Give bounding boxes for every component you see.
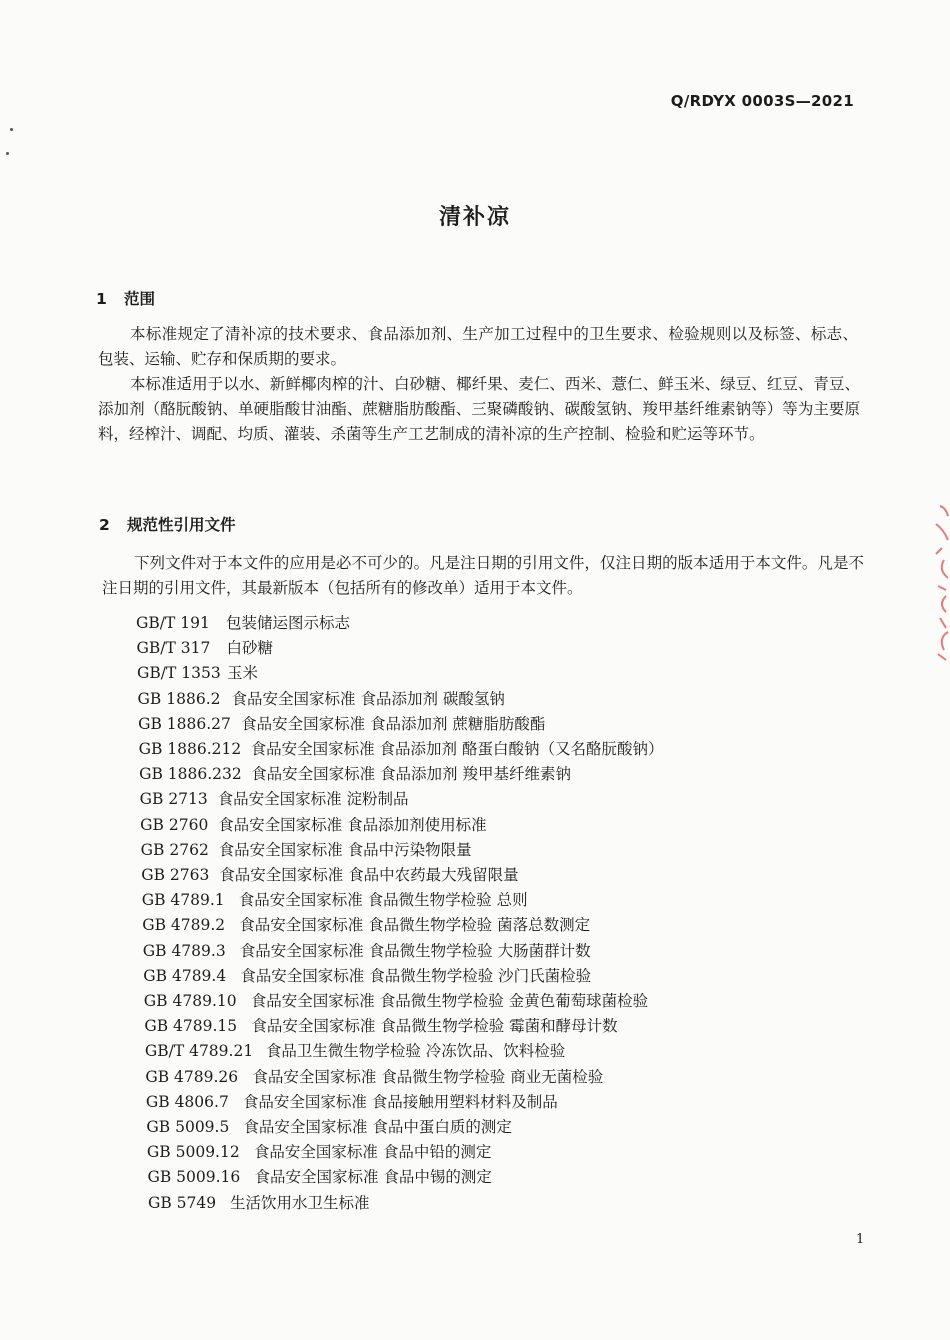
reference-code: GB 2713 xyxy=(139,790,208,809)
reference-code: GB 1886.27 xyxy=(138,714,231,733)
reference-item xyxy=(143,964,591,986)
reference-code: GB 4789.1 xyxy=(141,891,225,910)
reference-item xyxy=(143,939,591,961)
reference-title: 食品安全国家标准 食品添加剂 蔗糖脂肪酸酯 xyxy=(241,714,546,733)
reference-item xyxy=(144,989,648,1011)
reference-item xyxy=(142,888,528,910)
scan-speck xyxy=(6,152,9,155)
reference-title: 食品安全国家标准 食品中锡的测定 xyxy=(254,1168,492,1187)
reference-item xyxy=(137,636,274,658)
reference-item xyxy=(140,787,409,809)
reference-title: 食品安全国家标准 食品微生物学检验 金黄色葡萄球菌检验 xyxy=(250,992,649,1010)
reference-code: GB 2762 xyxy=(140,840,209,859)
reference-item xyxy=(137,661,258,683)
reference-title: 食品安全国家标准 食品添加剂 碳酸氢钠 xyxy=(231,689,505,708)
section-1-paragraph-1: 本标准规定了清补凉的技术要求、食品添加剂、生产加工过程中的卫生要求、检验规则以及标签、标志、包装、运输、贮存和保质期的要求。 xyxy=(98,325,858,368)
reference-code: GB 5009.16 xyxy=(147,1168,241,1187)
reference-item xyxy=(146,1090,558,1112)
section-2-number: 2 xyxy=(99,516,110,534)
reference-title: 食品安全国家标准 食品中农药最大残留限量 xyxy=(219,866,519,884)
reference-title: 食品安全国家标准 食品中污染物限量 xyxy=(218,840,472,859)
reference-code: GB 1886.232 xyxy=(139,765,242,784)
reference-code: GB 4789.4 xyxy=(143,966,227,985)
document-title: 清补凉 xyxy=(438,205,511,230)
reference-code: GB 5009.12 xyxy=(146,1143,240,1162)
reference-item xyxy=(145,1065,603,1087)
reference-item xyxy=(147,1140,491,1162)
reference-title: 包装储运图示标志 xyxy=(226,614,351,632)
reference-item xyxy=(146,1115,511,1137)
reference-item xyxy=(148,1191,370,1213)
standard-code: Q/RDYX 0003S—2021 xyxy=(670,92,854,110)
scan-speck xyxy=(10,128,13,131)
reference-title: 食品卫生微生物学检验 冷冻饮品、饮料检验 xyxy=(265,1042,566,1061)
section-1-title: 范围 xyxy=(124,290,156,308)
section-2-title: 规范性引用文件 xyxy=(127,516,236,534)
reference-title: 食品安全国家标准 食品微生物学检验 霉菌和酵母计数 xyxy=(251,1017,618,1036)
reference-title: 食品安全国家标准 食品微生物学检验 菌落总数测定 xyxy=(239,916,591,935)
reference-code: GB/T 1353 xyxy=(137,664,221,683)
reference-code: GB 5009.5 xyxy=(146,1118,230,1136)
reference-code: GB/T 191 xyxy=(136,614,210,632)
reference-item xyxy=(138,712,545,734)
section-2-intro: 下列文件对于本文件的应用是必不可少的。凡是注日期的引用文件，仅注日期的版本适用于本文件。凡是不注日期的引用文件，其最新版本（包括所有的修改单）适用于本文件。 xyxy=(102,554,864,597)
section-1-heading xyxy=(96,287,155,309)
reference-item xyxy=(142,913,590,935)
reference-title: 食品安全国家标准 食品微生物学检验 大肠菌群计数 xyxy=(239,941,591,960)
reference-code: GB 4789.26 xyxy=(145,1067,239,1086)
reference-title: 食品安全国家标准 食品中铅的测定 xyxy=(253,1143,492,1162)
reference-code: GB 1886.2 xyxy=(137,689,221,708)
reference-title: 食品安全国家标准 食品添加剂 酪蛋白酸钠（又名酪朊酸钠） xyxy=(250,740,664,758)
reference-code: GB 1886.212 xyxy=(138,740,242,758)
reference-code: GB 4806.7 xyxy=(145,1092,229,1111)
reference-code: GB/T 4789.21 xyxy=(144,1042,254,1061)
stamp-mark xyxy=(926,500,950,670)
reference-title: 食品安全国家标准 食品微生物学检验 沙门氏菌检验 xyxy=(240,966,592,985)
reference-item xyxy=(136,611,350,633)
reference-code: GB 4789.15 xyxy=(144,1017,238,1036)
reference-code: GB 2760 xyxy=(140,815,209,834)
section-1-paragraph-2: 本标准适用于以水、新鲜椰肉榨的汁、白砂糖、椰纤果、麦仁、西米、薏仁、鲜玉米、绿豆、红豆、青豆、添加剂（酪朊酸钠、单硬脂酸甘油酯、蔗糖脂肪酸酯、三聚磷酸钠、碳酸氢钠、羧甲基纤维素钠等）等为主要原料，经榨汁、调配、均质、灌装、杀菌等生产工艺制成的清补凉的生产控制、检验和贮运等环节。 xyxy=(98,375,860,443)
reference-item xyxy=(147,1165,491,1187)
reference-item xyxy=(144,1014,617,1036)
reference-title: 食品安全国家标准 食品添加剂 羧甲基纤维素钠 xyxy=(251,765,571,784)
reference-code: GB 4789.2 xyxy=(142,916,226,935)
reference-title: 食品安全国家标准 食品添加剂使用标准 xyxy=(218,815,487,834)
reference-title: 白砂糖 xyxy=(226,639,274,658)
reference-item xyxy=(141,863,518,885)
reference-item xyxy=(140,813,486,835)
reference-title: 食品安全国家标准 淀粉制品 xyxy=(217,790,409,809)
page-number: 1 xyxy=(856,1232,865,1247)
reference-title: 食品安全国家标准 食品微生物学检验 商业无菌检验 xyxy=(252,1067,604,1086)
reference-title: 食品安全国家标准 食品中蛋白质的测定 xyxy=(243,1118,512,1136)
reference-item xyxy=(145,1039,565,1061)
reference-item xyxy=(139,762,571,784)
reference-title: 玉米 xyxy=(227,664,259,683)
reference-title: 食品安全国家标准 食品微生物学检验 总则 xyxy=(238,891,528,910)
reference-code: GB 5749 xyxy=(147,1193,217,1212)
section-2-heading xyxy=(99,513,236,535)
reference-title: 生活饮用水卫生标准 xyxy=(229,1193,370,1212)
reference-code: GB 2763 xyxy=(141,866,210,884)
reference-title: 食品安全国家标准 食品接触用塑料材料及制品 xyxy=(242,1092,558,1111)
section-1-number: 1 xyxy=(96,290,107,308)
reference-code: GB 4789.10 xyxy=(143,992,237,1010)
reference-item xyxy=(141,838,472,860)
reference-code: GB/T 317 xyxy=(136,639,211,658)
reference-item xyxy=(138,687,505,709)
reference-code: GB 4789.3 xyxy=(142,941,226,960)
reference-item xyxy=(139,737,664,759)
